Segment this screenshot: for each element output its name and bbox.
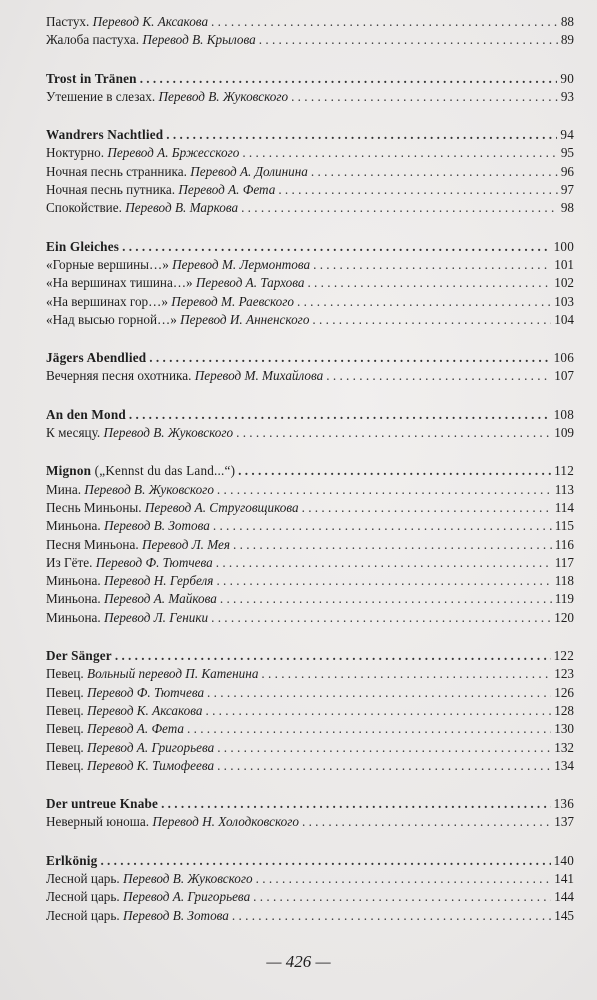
dot-leader: [313, 257, 551, 273]
translation-title: Песня Миньона.: [46, 536, 139, 552]
page-number-ref: 88: [560, 14, 574, 29]
translator-credit: Перевод В. Жуковского: [103, 425, 234, 441]
translation-entry-row: [46, 89, 574, 107]
translation-entry-row: [46, 721, 574, 739]
translation-entry-row: [46, 871, 574, 889]
translation-entry-text: [46, 889, 250, 905]
poem-original-title: [46, 239, 119, 255]
page-number-ref: 96: [560, 163, 574, 179]
poem-heading-row: [46, 71, 574, 89]
translation-title: Песнь Миньоны.: [46, 499, 142, 515]
translation-title: Лесной царь.: [46, 870, 120, 886]
translator-credit: Перевод А. Григорьева: [87, 739, 215, 755]
translation-entry-row: [46, 164, 574, 182]
toc-section: [46, 407, 574, 444]
poem-original-title: [46, 648, 112, 664]
page-number-ref: 123: [554, 666, 574, 682]
translation-entry-row: [46, 666, 574, 684]
translation-title: Певец.: [46, 739, 84, 755]
dot-leader: [241, 200, 558, 216]
translator-credit: Перевод А. Тархова: [195, 275, 305, 291]
page-number-ref: 116: [554, 536, 574, 552]
translation-entry-text: [46, 14, 208, 30]
dot-leader: [238, 463, 551, 479]
dot-leader: [166, 127, 557, 143]
translation-entry-row: [46, 889, 574, 907]
translator-credit: Перевод Н. Гербеля: [103, 573, 214, 589]
translator-credit: Перевод В. Жуковского: [158, 88, 289, 104]
translator-credit: Перевод В. Жуковского: [84, 481, 214, 497]
toc-section: [46, 853, 574, 926]
page-number-ref: 98: [560, 200, 574, 216]
translation-title: «На вершинах гор…»: [46, 293, 168, 309]
page-number-ref: 107: [554, 368, 574, 384]
translation-entry-text: [46, 555, 213, 571]
translation-entry-row: [46, 32, 574, 50]
translator-credit: Перевод И. Анненского: [180, 311, 310, 327]
translation-entry-text: [46, 721, 184, 737]
page-number-ref: 126: [554, 684, 574, 700]
page-number-ref: 101: [554, 256, 574, 272]
translation-title: Певец.: [46, 721, 84, 737]
translation-entry-row: [46, 555, 574, 573]
translator-credit: Перевод Н. Холодковского: [152, 814, 299, 830]
translation-entry-row: [46, 312, 574, 330]
page-number-ref: 118: [554, 573, 574, 589]
dot-leader: [211, 14, 558, 30]
poem-title: Der untreue Knabe: [46, 796, 159, 812]
poem-title: Jägers Abendlied: [46, 350, 147, 366]
translation-title: «Горные вершины…»: [46, 256, 169, 272]
dot-leader: [211, 610, 551, 626]
dot-leader: [297, 294, 551, 310]
dot-leader: [259, 32, 558, 48]
dot-leader: [278, 182, 558, 198]
translation-title: Утешение в слезах.: [46, 88, 156, 104]
translation-entry-row: [46, 294, 574, 312]
poem-subtitle: („Kennst du das Land...“): [91, 463, 236, 479]
toc-section: [46, 14, 574, 51]
translation-title: Миньона.: [46, 518, 101, 534]
translation-title: Неверный юноша.: [46, 814, 150, 830]
translation-entry-text: [46, 257, 310, 273]
poem-heading-row: [46, 648, 574, 666]
translator-credit: Перевод М. Михайлова: [194, 368, 324, 384]
translation-entry-row: [46, 425, 574, 443]
page-number-ref: 93: [560, 88, 574, 104]
poem-original-title: [46, 71, 137, 87]
dot-leader: [217, 482, 552, 498]
page-number-ref: 119: [554, 591, 574, 607]
page-number-ref: 95: [560, 145, 574, 161]
dot-leader: [140, 71, 558, 87]
dot-leader: [122, 239, 551, 255]
translation-entry-row: [46, 703, 574, 721]
translation-title: Жалоба пастуха.: [46, 32, 140, 48]
toc-section: [46, 796, 574, 833]
poem-heading-row: [46, 853, 574, 871]
table-of-contents: [46, 14, 574, 946]
translation-entry-text: [46, 518, 210, 534]
page-number-ref: 113: [554, 481, 574, 497]
translation-entry-row: [46, 482, 574, 500]
translation-entry-text: [46, 145, 239, 161]
page-number-ref: 114: [554, 499, 574, 515]
poem-original-title: [46, 350, 146, 366]
dot-leader: [213, 518, 552, 534]
poem-original-title: [46, 796, 158, 812]
dot-leader: [187, 721, 551, 737]
translation-title: Спокойствие.: [46, 200, 122, 216]
translator-credit: Перевод В. Жуковского: [123, 870, 253, 886]
page-number-ref: 106: [553, 350, 574, 366]
translation-entry-text: [46, 164, 308, 180]
dot-leader: [311, 164, 558, 180]
translation-title: Певец.: [46, 757, 84, 773]
poem-heading-row: [46, 407, 574, 425]
page-number-ref: 102: [554, 275, 574, 291]
translation-entry-row: [46, 145, 574, 163]
dot-leader: [100, 853, 550, 869]
translator-credit: Перевод М. Раевского: [171, 293, 294, 309]
toc-section: [46, 127, 574, 218]
translation-entry-text: [46, 908, 229, 924]
translation-entry-row: [46, 368, 574, 386]
page-number-ref: 128: [554, 702, 574, 718]
translation-entry-text: [46, 591, 217, 607]
translation-entry-row: [46, 182, 574, 200]
translator-credit: Перевод К. Тимофеева: [87, 757, 215, 773]
translation-entry-row: [46, 573, 574, 591]
dot-leader: [205, 703, 551, 719]
translation-entry-text: [46, 89, 288, 105]
translator-credit: Перевод М. Лермонтова: [172, 256, 311, 272]
poem-heading-row: [46, 239, 574, 257]
toc-section: [46, 648, 574, 776]
translation-entry-text: [46, 425, 233, 441]
translation-title: Пастух.: [46, 14, 90, 29]
page-number-ref: 145: [554, 907, 574, 923]
page-number-ref: 141: [554, 870, 574, 886]
dot-leader: [161, 796, 551, 812]
translator-credit: Перевод А. Струговщикова: [144, 499, 299, 515]
translation-entry-text: [46, 312, 309, 328]
translator-credit: Перевод А. Фета: [178, 182, 276, 198]
translation-title: Миньона.: [46, 609, 101, 625]
dot-leader: [115, 648, 551, 664]
dot-leader: [253, 889, 551, 905]
poem-heading-row: [46, 127, 574, 145]
translation-entry-text: [46, 685, 204, 701]
translator-credit: Перевод К. Аксакова: [87, 702, 203, 718]
translation-entry-row: [46, 610, 574, 628]
poem-original-title: [46, 463, 235, 479]
translation-entry-row: [46, 908, 574, 926]
poem-title: Der Sänger: [46, 648, 112, 664]
translation-entry-row: [46, 518, 574, 536]
dot-leader: [217, 758, 551, 774]
translation-entry-row: [46, 200, 574, 218]
translation-title: Вечерняя песня охотника.: [46, 368, 192, 384]
translation-title: Миньона.: [46, 573, 101, 589]
translation-entry-text: [46, 573, 213, 589]
page-number-ref: 132: [554, 739, 574, 755]
dot-leader: [233, 537, 552, 553]
translator-credit: Перевод А. Долинина: [190, 163, 308, 179]
translation-title: «На вершинах тишина…»: [46, 275, 193, 291]
translation-entry-row: [46, 591, 574, 609]
translation-entry-text: [46, 814, 299, 830]
page-number-ref: 117: [554, 554, 574, 570]
dot-leader: [256, 871, 552, 887]
translation-title: Лесной царь.: [46, 907, 120, 923]
dot-leader: [217, 740, 551, 756]
page-number-ref: 94: [560, 127, 574, 143]
translation-entry-row: [46, 537, 574, 555]
poem-original-title: [46, 853, 97, 869]
translation-title: Певец.: [46, 684, 84, 700]
dot-leader: [291, 89, 558, 105]
translation-entry-text: [46, 200, 238, 216]
page-number-ref: 100: [553, 238, 574, 254]
page-number-ref: 89: [560, 32, 574, 48]
page-number-ref: 136: [553, 796, 574, 812]
dot-leader: [149, 350, 550, 366]
translation-entry-text: [46, 294, 294, 310]
page-number-ref: 115: [554, 518, 574, 534]
translation-title: «Над высью горной…»: [46, 311, 177, 327]
page-number-ref: 134: [554, 757, 574, 773]
translation-entry-text: [46, 275, 304, 291]
page-number-ref: 103: [554, 293, 574, 309]
translation-title: Ночная песнь странника.: [46, 163, 187, 179]
translation-entry-text: [46, 758, 214, 774]
dot-leader: [232, 908, 551, 924]
dot-leader: [302, 500, 552, 516]
dot-leader: [312, 312, 551, 328]
toc-section: [46, 239, 574, 330]
translation-entry-row: [46, 500, 574, 518]
page-number-ref: 108: [553, 406, 574, 422]
poem-title: Erlkönig: [46, 852, 98, 868]
translation-entry-text: [46, 740, 214, 756]
toc-section: [46, 350, 574, 387]
dot-leader: [236, 425, 551, 441]
translation-title: Миньона.: [46, 591, 101, 607]
translation-entry-row: [46, 814, 574, 832]
translation-entry-text: [46, 610, 208, 626]
poem-title: Wandrers Nachtlied: [46, 127, 164, 143]
poem-title: Mignon: [46, 463, 92, 479]
poem-original-title: [46, 407, 126, 423]
translator-credit: Перевод А. Бржесского: [107, 145, 240, 161]
poem-title: Ein Gleiches: [46, 238, 120, 254]
translation-entry-text: [46, 482, 214, 498]
translator-credit: Перевод Ф. Тютчева: [95, 554, 213, 570]
page-number-ref: 140: [553, 852, 574, 868]
dot-leader: [242, 145, 558, 161]
dot-leader: [307, 275, 551, 291]
translation-title: Мина.: [46, 481, 81, 497]
page-number-ref: 137: [554, 814, 574, 830]
toc-section: [46, 71, 574, 108]
page-number-ref: 130: [554, 721, 574, 737]
translation-entry-row: [46, 758, 574, 776]
translation-entry-text: [46, 537, 230, 553]
dot-leader: [220, 591, 552, 607]
translation-entry-row: [46, 740, 574, 758]
translator-credit: Перевод Л. Геники: [103, 609, 209, 625]
translator-credit: Перевод В. Зотова: [123, 907, 229, 923]
translation-title: Ноктурно.: [46, 145, 105, 161]
dot-leader: [216, 555, 552, 571]
translator-credit: Перевод В. Крылова: [142, 32, 256, 48]
translation-entry-text: [46, 32, 256, 48]
translation-entry-text: [46, 666, 258, 682]
translator-credit: Перевод К. Аксакова: [92, 14, 209, 29]
translator-credit: Вольный перевод П. Катенина: [87, 666, 259, 682]
translation-entry-text: [46, 703, 202, 719]
translation-title: Из Гёте.: [46, 554, 93, 570]
translator-credit: Перевод А. Майкова: [103, 591, 217, 607]
translator-credit: Перевод В. Зотова: [103, 518, 210, 534]
translation-entry-row: [46, 14, 574, 32]
translator-credit: Перевод А. Григорьева: [123, 889, 251, 905]
translation-title: Певец.: [46, 666, 84, 682]
translation-title: К месяцу.: [46, 425, 101, 441]
translation-entry-row: [46, 257, 574, 275]
translator-credit: Перевод А. Фета: [87, 721, 185, 737]
page-number-ref: 122: [553, 648, 574, 664]
translator-credit: Перевод В. Маркова: [125, 200, 239, 216]
dot-leader: [261, 666, 551, 682]
page-number-ref: 90: [560, 70, 574, 86]
translation-entry-text: [46, 871, 253, 887]
page-number-ref: 104: [554, 311, 574, 327]
dot-leader: [129, 407, 551, 423]
translation-title: Ночная песнь путника.: [46, 182, 176, 198]
page-number-ref: 144: [554, 889, 574, 905]
page-number-ref: 112: [554, 463, 574, 479]
poem-heading-row: [46, 350, 574, 368]
toc-section: [46, 463, 574, 628]
page-number-ref: 109: [554, 425, 574, 441]
translation-entry-row: [46, 685, 574, 703]
poem-title: Trost in Tränen: [46, 70, 137, 86]
dot-leader: [326, 368, 551, 384]
poem-title: An den Mond: [46, 406, 126, 422]
page-number-ref: 97: [560, 182, 574, 198]
poem-heading-row: [46, 796, 574, 814]
translator-credit: Перевод Ф. Тютчева: [87, 684, 205, 700]
translation-entry-row: [46, 275, 574, 293]
page-number: — 426 —: [266, 952, 331, 971]
dot-leader: [216, 573, 551, 589]
translation-entry-text: [46, 500, 299, 516]
translator-credit: Перевод Л. Мея: [141, 536, 231, 552]
translation-entry-text: [46, 368, 323, 384]
dot-leader: [207, 685, 551, 701]
page-number-ref: 120: [554, 609, 574, 625]
poem-heading-row: [46, 463, 574, 481]
translation-title: Певец.: [46, 702, 84, 718]
translation-title: Лесной царь.: [46, 889, 120, 905]
translation-entry-text: [46, 182, 275, 198]
dot-leader: [302, 814, 551, 830]
poem-original-title: [46, 127, 163, 143]
